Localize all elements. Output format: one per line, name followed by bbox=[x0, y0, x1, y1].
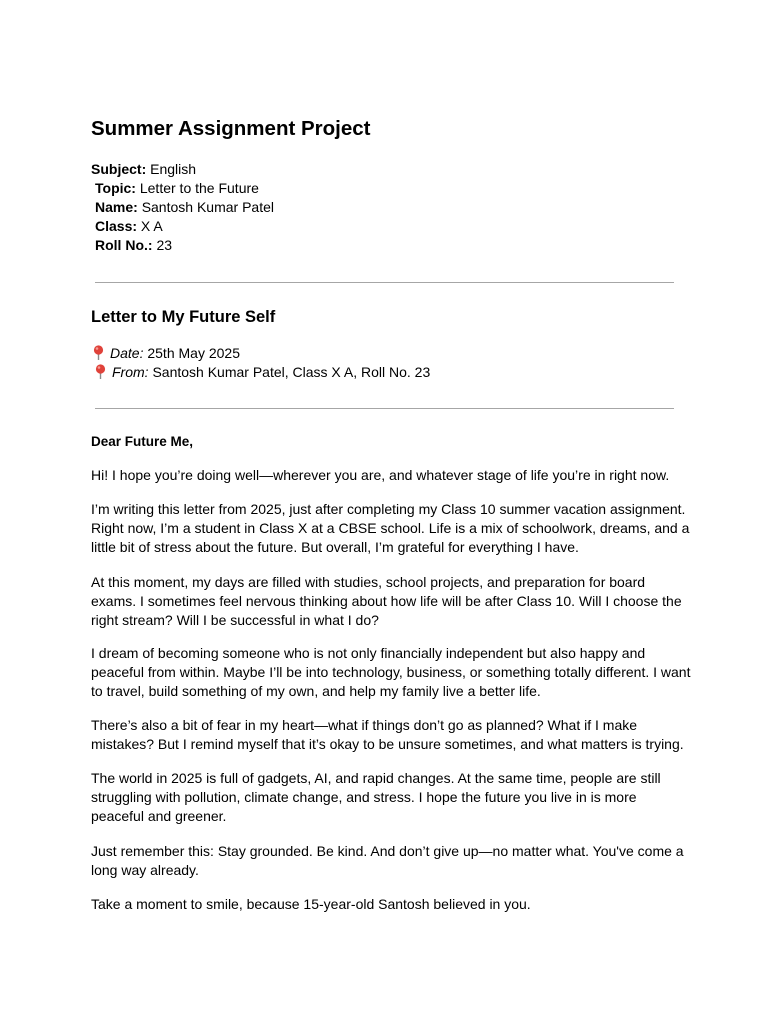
meta-name bbox=[95, 198, 274, 217]
meta-label: Roll No.: bbox=[95, 237, 153, 253]
letter-title: Letter to My Future Self bbox=[91, 308, 276, 326]
round-pushpin-icon bbox=[93, 345, 104, 360]
letter-paragraph: The world in 2025 is full of gadgets, AI, and rapid changes. At the same time, people are still struggling with pollution, climate change, and stress. I hope the future you live in is more peaceful and greener. bbox=[91, 770, 661, 825]
letter-paragraph: There’s also a bit of fear in my heart—what if things don’t go as planned? What if I make mistakes? But I remind myself that it’s okay to be unsure sometimes, and what matters is trying. bbox=[91, 717, 684, 753]
page-title: Summer Assignment Project bbox=[91, 117, 371, 140]
horizontal-divider bbox=[95, 282, 674, 283]
letter-paragraph: Hi! I hope you’re doing well—wherever you are, and whatever stage of life you’re in right now. bbox=[91, 467, 670, 483]
letter-salutation: Dear Future Me, bbox=[91, 434, 194, 449]
letter-paragraph: Just remember this: Stay grounded. Be kind. And don’t give up—no matter what. You've come a long way already. bbox=[91, 843, 684, 879]
meta-value: X A bbox=[140, 218, 163, 234]
letter-from-line bbox=[95, 363, 430, 382]
date-label: Date: bbox=[110, 345, 144, 361]
meta-value: Letter to the Future bbox=[139, 180, 259, 196]
round-pushpin-icon bbox=[95, 364, 106, 379]
letter-paragraph: At this moment, my days are filled with studies, school projects, and preparation for board exams. I sometimes feel nervous thinking about how life will be after Class 10. Will I choose the right stream? Will I be successful in what I do? bbox=[91, 574, 682, 629]
meta-label: Class: bbox=[95, 218, 138, 234]
meta-label: Subject: bbox=[91, 161, 147, 177]
meta-value: Santosh Kumar Patel bbox=[141, 199, 274, 215]
meta-topic bbox=[95, 179, 259, 198]
meta-value: 23 bbox=[156, 237, 173, 253]
meta-subject bbox=[91, 160, 196, 179]
letter-date-line bbox=[93, 344, 240, 363]
meta-value: English bbox=[150, 161, 197, 177]
meta-label: Name: bbox=[95, 199, 138, 215]
letter-paragraph: I’m writing this letter from 2025, just after completing my Class 10 summer vacation assignment. Right now, I’m a student in Class X at a CBSE school. Life is a mix of schoolwork, dreams, and a little bit of stress about the future. But overall, I’m grateful for everything I have. bbox=[91, 501, 690, 556]
meta-class bbox=[95, 217, 163, 236]
from-label: From: bbox=[112, 364, 149, 380]
date-value: 25th May 2025 bbox=[147, 345, 240, 361]
meta-label: Topic: bbox=[95, 180, 136, 196]
letter-paragraph: Take a moment to smile, because 15-year-old Santosh believed in you. bbox=[91, 896, 531, 912]
meta-roll-no bbox=[95, 236, 172, 255]
letter-paragraph: I dream of becoming someone who is not only financially independent but also happy and peaceful from within. Maybe I’ll be into technology, business, or something totally different. I want to travel, build something of my own, and help my family live a better life. bbox=[91, 645, 691, 700]
from-value: Santosh Kumar Patel, Class X A, Roll No. 23 bbox=[152, 364, 431, 380]
horizontal-divider bbox=[95, 408, 674, 409]
